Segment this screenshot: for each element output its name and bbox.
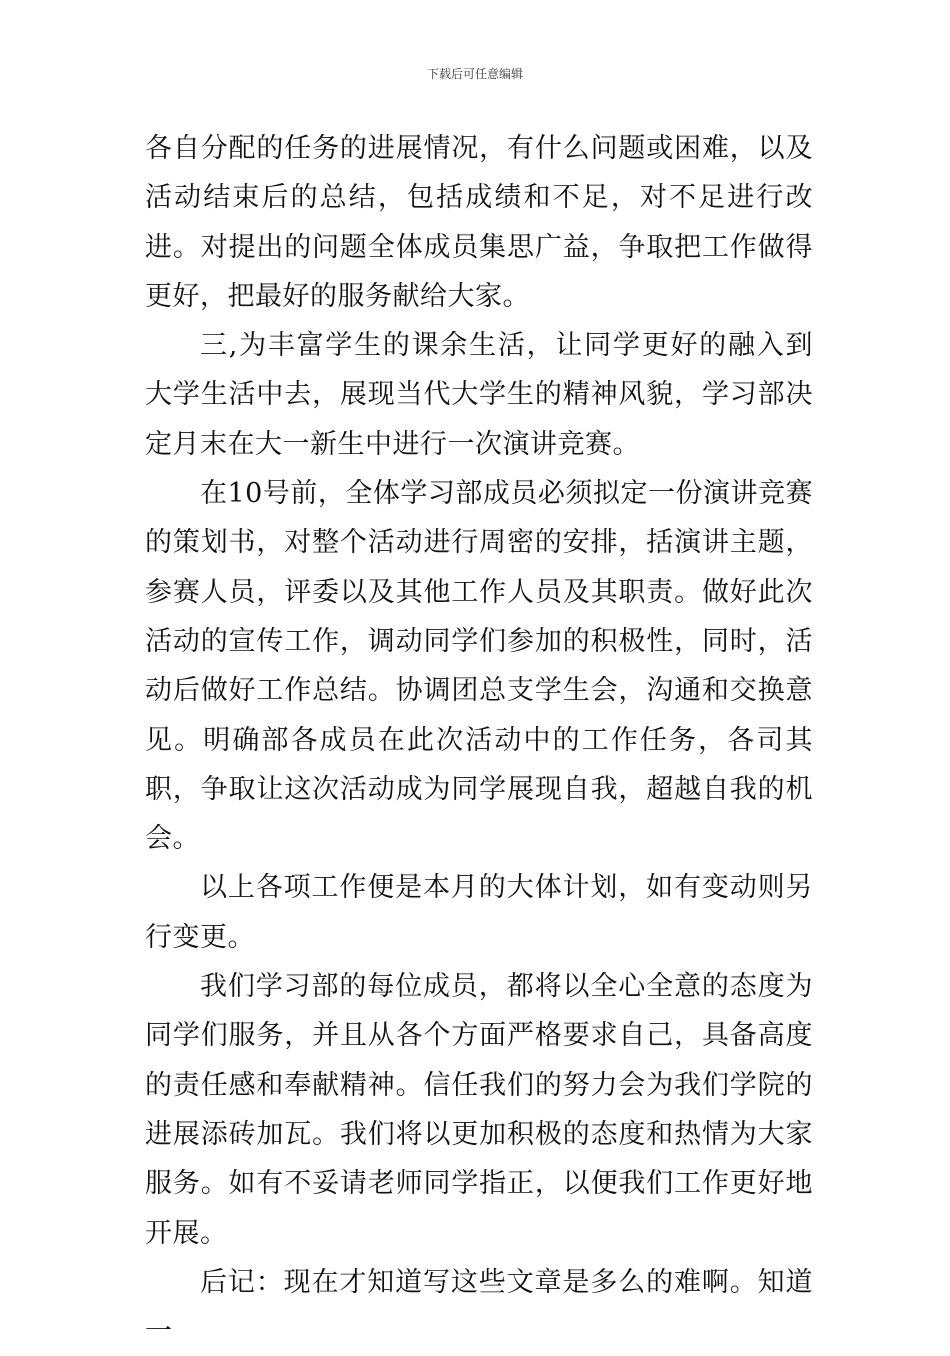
paragraph: 后记：现在才知道写这些文章是多么的难啊。知道一	[145, 1266, 813, 1348]
paragraph: 三,为丰富学生的课余生活，让同学更好的融入到大学生活中去，展现当代大学生的精神风貌，学习部决定月末在大一新生中进行一次演讲竞赛。	[145, 330, 813, 460]
paragraph: 在10号前，全体学习部成员必须拟定一份演讲竞赛的策划书，对整个活动进行周密的安排，括演讲主题，参赛人员，评委以及其他工作人员及其职责。做好此次活动的宣传工作，调动同学们参加的积极性，同时，活动后做好工作总结。协调团总支学生会，沟通和交换意见。明确部各成员在此次活动中的工作任务，各司其职，争取让这次活动成为同学展现自我，超越自我的机会。	[145, 478, 813, 855]
document-body	[145, 124, 813, 1356]
page-header-note: 下载后可任意编辑	[426, 67, 523, 81]
paragraph: 以上各项工作便是本月的大体计划，如有变动则另行变更。	[145, 872, 813, 953]
paragraph: 各自分配的任务的进展情况，有什么问题或困难，以及活动结束后的总结，包括成绩和不足，对不足进行改进。对提出的问题全体成员集思广益，争取把工作做得更好，把最好的服务献给大家。	[145, 133, 813, 312]
paragraph: 我们学习部的每位成员，都将以全心全意的态度为同学们服务，并且从各个方面严格要求自己，具备高度的责任感和奉献精神。信任我们的努力会为我们学院的进展添砖加瓦。我们将以更加积极的态度和热情为大家服务。如有不妥请老师同学指正，以便我们工作更好地开展。	[145, 971, 813, 1249]
